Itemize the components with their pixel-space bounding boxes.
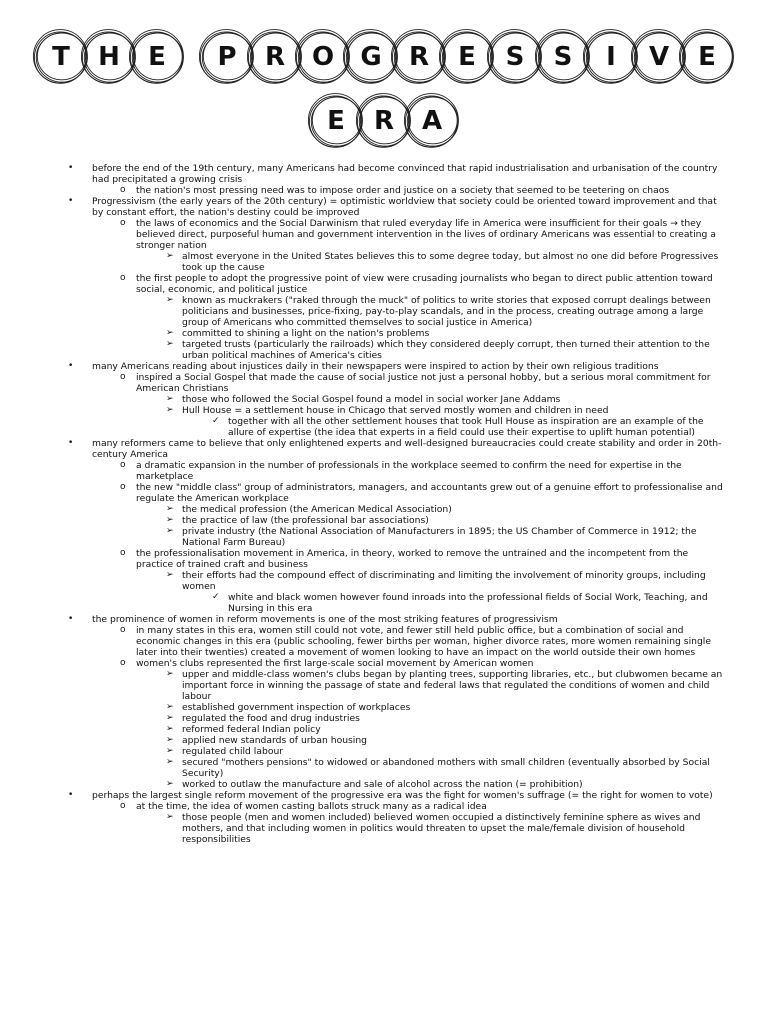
list-item-text: regulated the food and drug industries xyxy=(182,713,360,724)
bullet-marker-icon: ➢ xyxy=(166,779,174,789)
list-item xyxy=(160,251,726,273)
title-letter: R xyxy=(373,106,395,136)
list-item-text: their efforts had the compound effect of discriminating and limiting the involvement of minority groups, including women xyxy=(182,570,706,592)
bullet-list-level-4 xyxy=(206,416,726,438)
list-item xyxy=(114,658,726,790)
bullet-list-level-2 xyxy=(114,372,726,438)
list-item xyxy=(114,801,726,845)
list-item-text: known as muckrakers ("raked through the muck" of politics to write stories that exposed corrupt dealings between politicians and businesses, price-fixing, pay-to-play scandals, and in the process, creating outrage among a large group of Americans who committed themselves to social justice in America) xyxy=(182,295,711,328)
list-item-text: at the time, the idea of women casting ballots struck many as a radical idea xyxy=(136,801,487,812)
list-item-text: a dramatic expansion in the number of professionals in the workplace seemed to confirm the need for expertise in the marketplace xyxy=(136,460,682,482)
bullet-marker-icon: ➢ xyxy=(166,669,174,679)
bullet-list-level-3 xyxy=(160,812,726,845)
bullet-marker-icon: ➢ xyxy=(166,394,174,404)
list-item-text: reformed federal Indian policy xyxy=(182,724,321,735)
list-item-text: regulated child labour xyxy=(182,746,284,757)
title-letter: A xyxy=(421,106,443,136)
list-item xyxy=(160,746,726,757)
bullet-list-level-3 xyxy=(160,295,726,361)
list-item xyxy=(66,196,726,361)
list-item-text: before the end of the 19th century, many Americans had become convinced that rapid industrialisation and urbanisation of the country had precipitated a growing crisis xyxy=(92,163,718,185)
list-item xyxy=(160,735,726,746)
bullet-marker-icon: ➢ xyxy=(166,515,174,525)
bullet-marker-icon: ➢ xyxy=(166,746,174,756)
bullet-marker-icon: ✓ xyxy=(212,416,220,426)
title-letter: O xyxy=(311,42,335,72)
bullet-list-level-3 xyxy=(160,251,726,273)
bullet-list-level-3 xyxy=(160,394,726,438)
bullet-marker-icon: • xyxy=(68,163,74,173)
bullet-list-level-3 xyxy=(160,669,726,790)
list-item-text: in many states in this era, women still could not vote, and fewer still held public office, but a combination of social and economic changes in this era (public schooling, fewer births per woman, higher divorce rates, more women remaining single later into their twenties) created a movement of women looking to have an impact on the world outside their own homes xyxy=(136,625,712,658)
list-item xyxy=(114,482,726,548)
list-item xyxy=(66,614,726,790)
list-item-text: the practice of law (the professional bar associations) xyxy=(182,515,429,526)
list-item xyxy=(114,372,726,438)
bullet-marker-icon: ➢ xyxy=(166,702,174,712)
title-letter: V xyxy=(648,42,670,72)
list-item-text: Progressivism (the early years of the 20th century) = optimistic worldview that society could be oriented toward improvement and that by constant effort, the nation's destiny could be improved xyxy=(92,196,717,218)
title-letter: E xyxy=(327,106,345,136)
list-item xyxy=(160,757,726,779)
list-item-text: many reformers came to believe that only enlightened experts and well-designed bureaucracies could create stability and order in 20th-century America xyxy=(92,438,722,460)
title-line-2 xyxy=(0,92,768,150)
list-item-text: private industry (the National Association of Manufacturers in 1895; the US Chamber of Commerce in 1912; the National Farm Bureau) xyxy=(182,526,697,548)
list-item-text: the medical profession (the American Medical Association) xyxy=(182,504,452,515)
title-letter-circle xyxy=(128,28,186,86)
bullet-marker-icon: ➢ xyxy=(166,504,174,514)
bullet-marker-icon: o xyxy=(120,482,126,492)
list-item xyxy=(206,592,726,614)
bullet-marker-icon: ➢ xyxy=(166,812,174,822)
bullet-marker-icon: o xyxy=(120,658,126,668)
bullet-list-level-2 xyxy=(114,185,726,196)
bullet-marker-icon: ➢ xyxy=(166,526,174,536)
list-item-text: the new "middle class" group of administrators, managers, and accountants grew out of a genuine effort to professionalise and regulate the American workplace xyxy=(136,482,723,504)
list-item-text: established government inspection of workplaces xyxy=(182,702,411,713)
title-letter: E xyxy=(148,42,166,72)
list-item xyxy=(160,295,726,328)
list-item xyxy=(114,273,726,361)
bullet-list-level-2 xyxy=(114,218,726,361)
bullet-marker-icon: o xyxy=(120,218,126,228)
list-item-text: together with all the other settlement houses that took Hull House as inspiration are an example of the allure of expertise (the idea that experts in a field could use their expertise to uplift human potential) xyxy=(228,416,704,438)
list-item xyxy=(160,724,726,735)
list-item xyxy=(160,339,726,361)
list-item xyxy=(160,570,726,614)
bullet-marker-icon: ➢ xyxy=(166,757,174,767)
list-item xyxy=(160,504,726,515)
bullet-marker-icon: o xyxy=(120,460,126,470)
bullet-marker-icon: • xyxy=(68,196,74,206)
list-item-text: the professionalisation movement in America, in theory, worked to remove the untrained and the incompetent from the practice of trained craft and business xyxy=(136,548,689,570)
bullet-marker-icon: ➢ xyxy=(166,295,174,305)
list-item xyxy=(66,438,726,614)
page-title xyxy=(0,0,768,160)
bullet-marker-icon: • xyxy=(68,614,74,624)
list-item-text: inspired a Social Gospel that made the cause of social justice not just a personal hobby, but a serious moral commitment for American Christians xyxy=(136,372,711,394)
bullet-marker-icon: o xyxy=(120,372,126,382)
bullet-marker-icon: ✓ xyxy=(212,592,220,602)
bullet-marker-icon: o xyxy=(120,801,126,811)
bullet-list-level-1 xyxy=(66,163,726,845)
list-item-text: those people (men and women included) believed women occupied a distinctively feminine sphere as wives and mothers, and that including women in politics would threaten to upset the male/female division of household responsibilities xyxy=(182,812,701,845)
list-item-text: Hull House = a settlement house in Chicago that served mostly women and children in need xyxy=(182,405,609,416)
list-item xyxy=(114,625,726,658)
list-item xyxy=(160,405,726,438)
title-letter: H xyxy=(98,42,120,72)
list-item-text: the prominence of women in reform movements is one of the most striking features of progressivism xyxy=(92,614,558,625)
list-item-text: many Americans reading about injustices daily in their newspapers were inspired to action by their own religious traditions xyxy=(92,361,659,372)
list-item xyxy=(114,460,726,482)
list-item xyxy=(160,669,726,702)
list-item-text: worked to outlaw the manufacture and sale of alcohol across the nation (= prohibition) xyxy=(182,779,583,790)
list-item xyxy=(206,416,726,438)
title-letter: E xyxy=(458,42,476,72)
list-item xyxy=(114,548,726,614)
list-item xyxy=(160,328,726,339)
list-item-text: committed to shining a light on the nation's problems xyxy=(182,328,430,339)
title-letter: I xyxy=(606,42,616,72)
list-item-text: those who followed the Social Gospel found a model in social worker Jane Addams xyxy=(182,394,561,405)
list-item-text: almost everyone in the United States believes this to some degree today, but almost no one did before Progressives took up the cause xyxy=(182,251,719,273)
bullet-marker-icon: ➢ xyxy=(166,724,174,734)
bullet-marker-icon: • xyxy=(68,790,74,800)
title-letter: E xyxy=(698,42,716,72)
list-item xyxy=(66,163,726,196)
list-item-text: the nation's most pressing need was to impose order and justice on a society that seemed to be teetering on chaos xyxy=(136,185,670,196)
title-letter-circle xyxy=(403,92,461,150)
title-letter: S xyxy=(553,42,573,72)
bullet-marker-icon: ➢ xyxy=(166,251,174,261)
list-item-text: applied new standards of urban housing xyxy=(182,735,368,746)
bullet-marker-icon: o xyxy=(120,185,126,195)
list-item-text: upper and middle-class women's clubs began by planting trees, supporting libraries, etc., but clubwomen became an important force in winning the passage of state and federal laws that regulated the conditions of women and child labour xyxy=(182,669,723,702)
list-item xyxy=(160,812,726,845)
notes-outline xyxy=(66,163,726,845)
title-letter: S xyxy=(505,42,525,72)
bullet-list-level-3 xyxy=(160,504,726,548)
list-item xyxy=(114,218,726,273)
list-item-text: perhaps the largest single reform movement of the progressive era was the fight for women's suffrage (= the right for women to vote) xyxy=(92,790,713,801)
list-item-text: white and black women however found inroads into the professional fields of Social Work, Teaching, and Nursing in this era xyxy=(228,592,708,614)
list-item xyxy=(160,515,726,526)
title-line-1 xyxy=(0,28,768,86)
bullet-marker-icon: ➢ xyxy=(166,405,174,415)
title-letter: G xyxy=(360,42,382,72)
list-item xyxy=(114,185,726,196)
list-item-text: secured "mothers pensions" to widowed or abandoned mothers with small children (eventually absorbed by Social Security) xyxy=(182,757,710,779)
title-letter: R xyxy=(264,42,286,72)
bullet-list-level-2 xyxy=(114,625,726,790)
bullet-marker-icon: ➢ xyxy=(166,328,174,338)
title-letter-circle xyxy=(678,28,736,86)
list-item xyxy=(160,779,726,790)
title-letter: P xyxy=(217,42,237,72)
bullet-marker-icon: o xyxy=(120,625,126,635)
bullet-marker-icon: ➢ xyxy=(166,713,174,723)
list-item xyxy=(66,361,726,438)
list-item xyxy=(160,713,726,724)
bullet-list-level-3 xyxy=(160,570,726,614)
bullet-list-level-4 xyxy=(206,592,726,614)
list-item xyxy=(160,526,726,548)
bullet-list-level-2 xyxy=(114,460,726,614)
list-item-text: the laws of economics and the Social Darwinism that ruled everyday life in America were insufficient for their goals → they believed direct, purposeful human and government intervention in the lives of ordinary Americans was essential to creating a stronger nation xyxy=(136,218,716,251)
title-letter: R xyxy=(408,42,430,72)
bullet-marker-icon: ➢ xyxy=(166,735,174,745)
bullet-marker-icon: ➢ xyxy=(166,339,174,349)
list-item xyxy=(160,702,726,713)
list-item xyxy=(66,790,726,845)
list-item-text: targeted trusts (particularly the railroads) which they considered deeply corrupt, then turned their attention to the urban political machines of America's cities xyxy=(182,339,710,361)
bullet-marker-icon: o xyxy=(120,548,126,558)
bullet-marker-icon: • xyxy=(68,438,74,448)
bullet-list-level-2 xyxy=(114,801,726,845)
bullet-marker-icon: • xyxy=(68,361,74,371)
list-item-text: women's clubs represented the first large-scale social movement by American women xyxy=(136,658,534,669)
list-item xyxy=(160,394,726,405)
title-letter: T xyxy=(52,42,70,72)
bullet-marker-icon: ➢ xyxy=(166,570,174,580)
list-item-text: the first people to adopt the progressive point of view were crusading journalists who began to direct public attention toward social, economic, and political justice xyxy=(136,273,713,295)
bullet-marker-icon: o xyxy=(120,273,126,283)
